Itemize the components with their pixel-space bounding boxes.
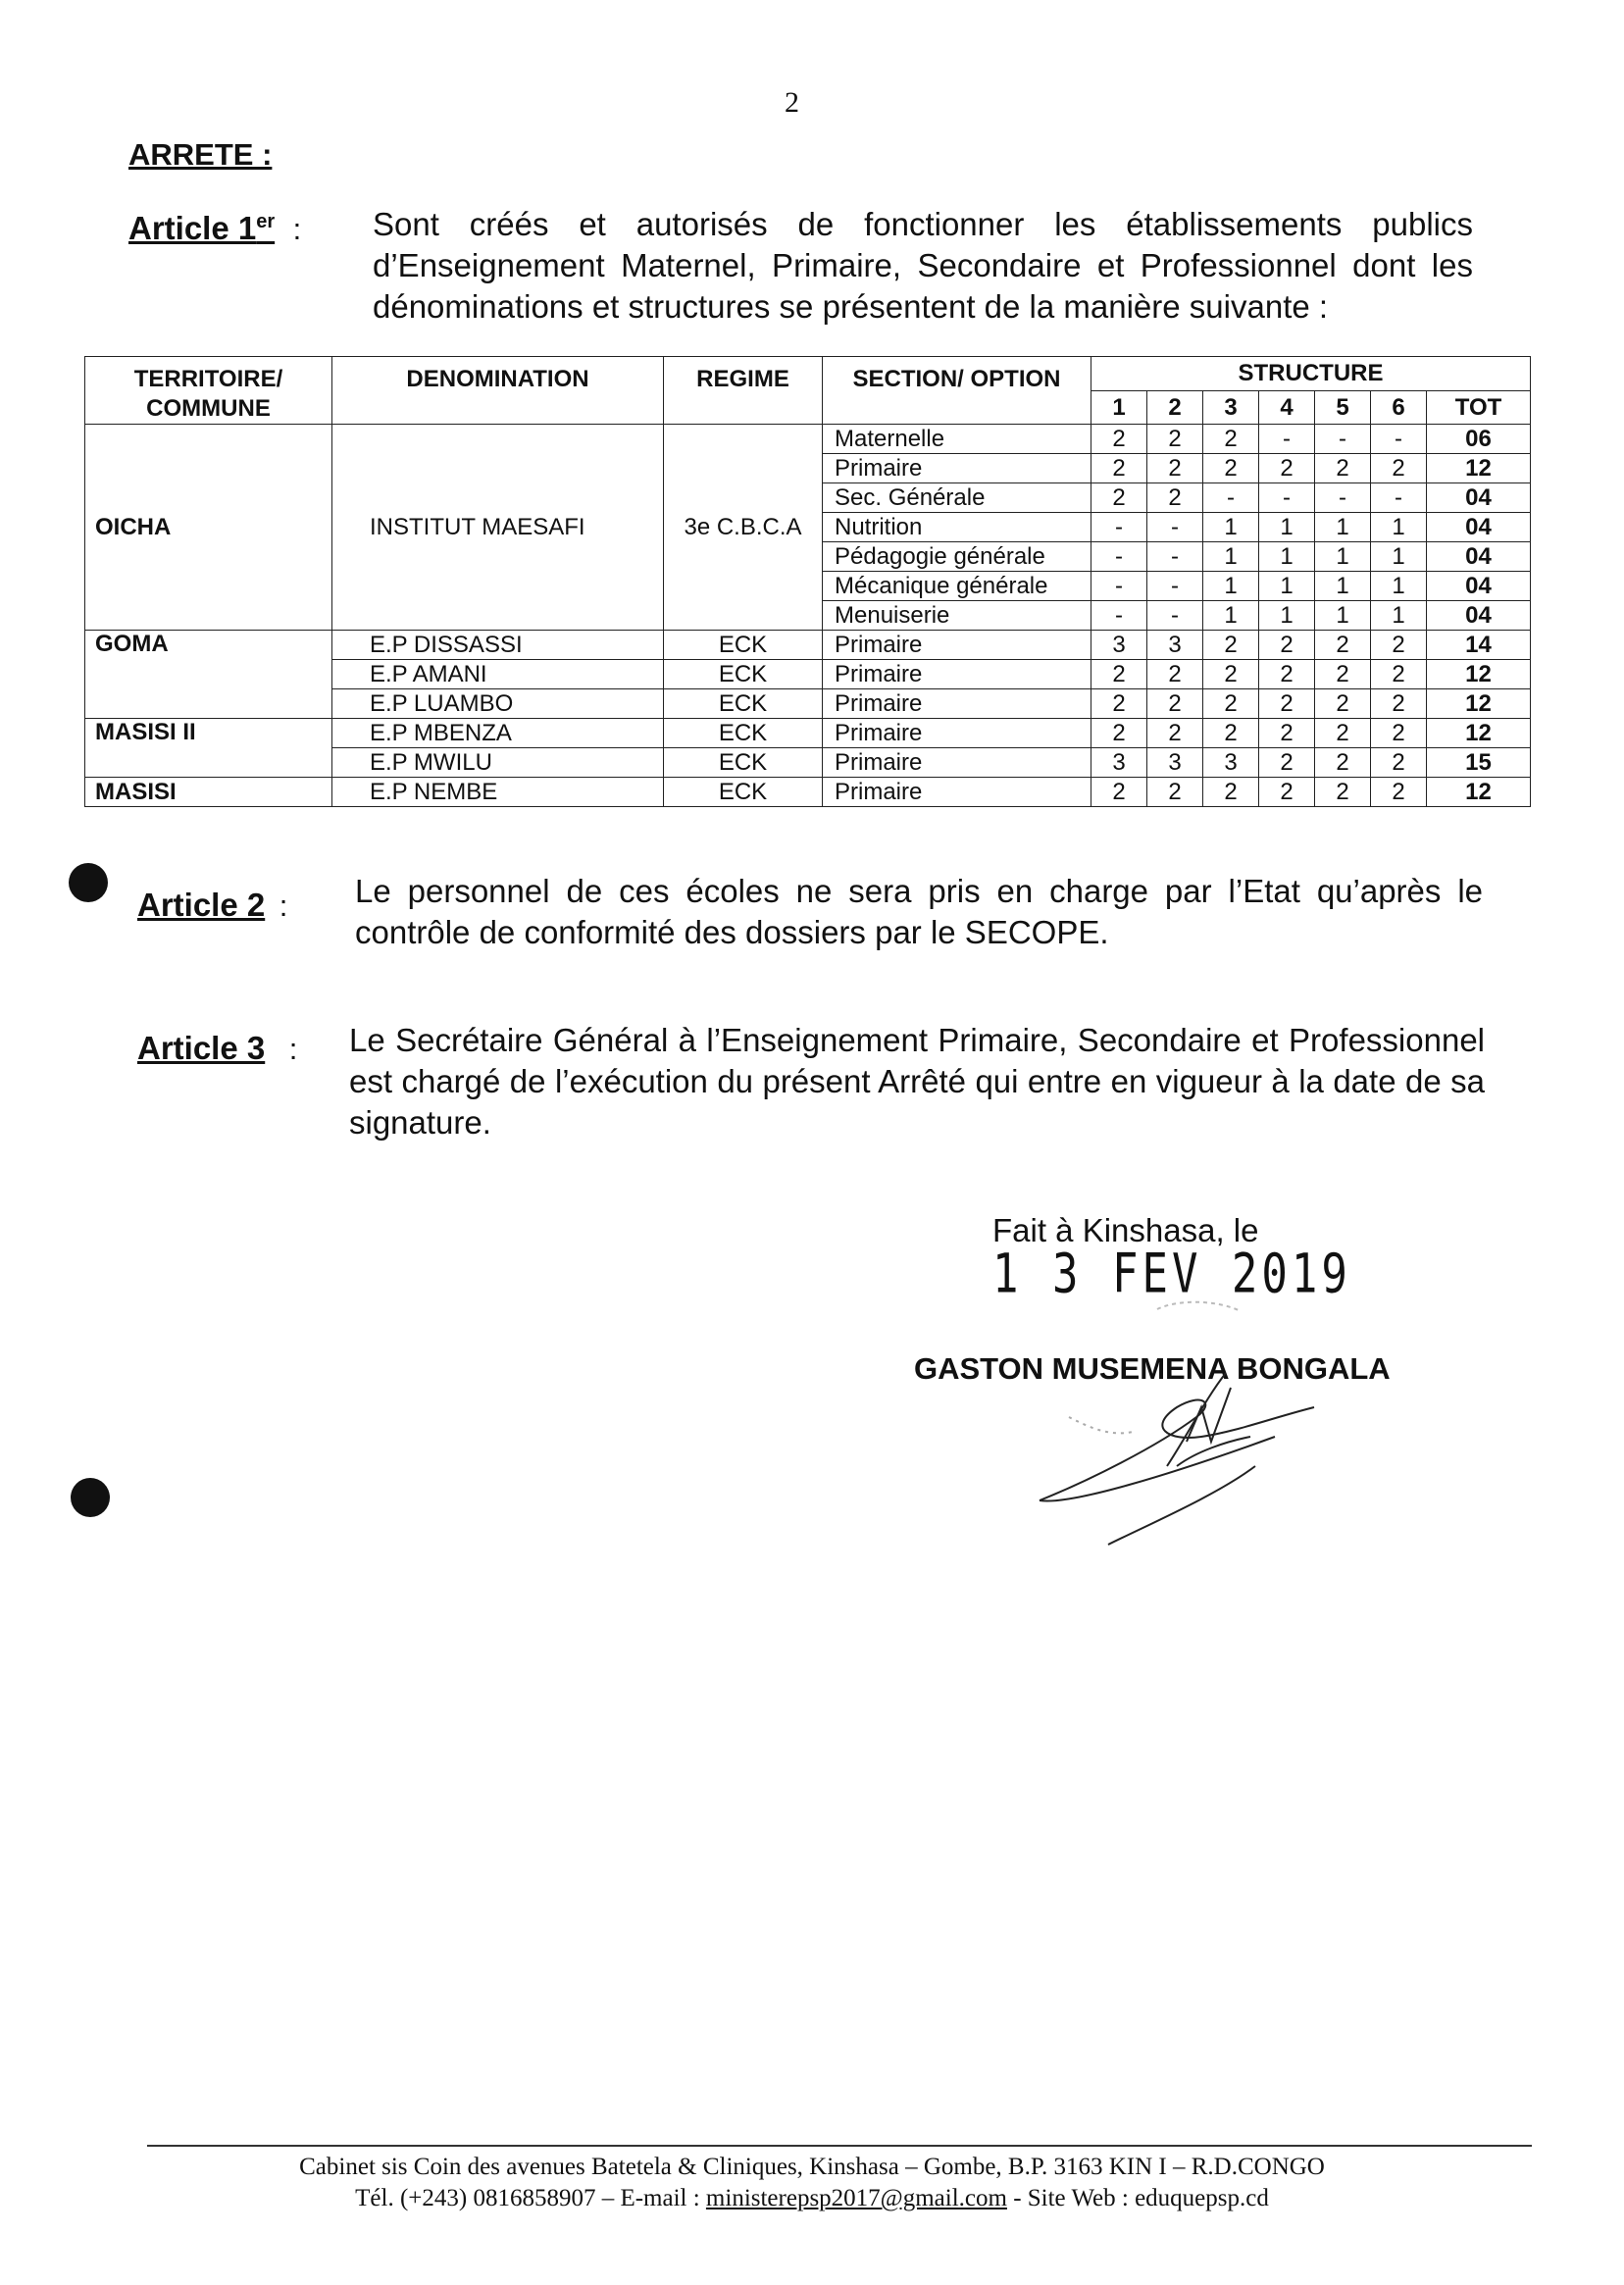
level-cell: 3 (1203, 748, 1259, 778)
header-section: SECTION/ OPTION (823, 357, 1091, 425)
denomination-cell: E.P MWILU (332, 748, 664, 778)
total-cell: 12 (1427, 778, 1531, 807)
article2-text: Le personnel de ces écoles ne sera pris en charge par l’Etat qu’après le contrôle de conformité des dossiers par le SECOPE. (355, 873, 1483, 950)
denomination-cell: E.P AMANI (332, 660, 664, 689)
article2-colon: : (279, 889, 288, 923)
level-cell: - (1091, 572, 1147, 601)
level-cell: 1 (1203, 542, 1259, 572)
regime-cell: ECK (664, 748, 823, 778)
punch-hole-mark (71, 1478, 110, 1517)
header-level-5: 5 (1315, 390, 1371, 425)
table-row (85, 778, 1531, 807)
header-structure: STRUCTURE (1091, 357, 1531, 391)
level-cell: 2 (1371, 660, 1427, 689)
denomination-cell: E.P NEMBE (332, 778, 664, 807)
footer-divider (147, 2145, 1532, 2147)
article3-text: Le Secrétaire Général à l’Enseignement Primaire, Secondaire et Professionnel est chargé de l’exécution du présent Arrêté qui entre en vigueur à la date de sa signature. (349, 1022, 1485, 1141)
closing-date-stamp: 1 3 FEV 2019 (992, 1243, 1351, 1306)
level-cell: 2 (1259, 660, 1315, 689)
regime-cell: 3e C.B.C.A (664, 425, 823, 631)
footer-contact (0, 2185, 1624, 2212)
level-cell: 2 (1091, 689, 1147, 719)
level-cell: 1 (1259, 513, 1315, 542)
table-row (85, 425, 1531, 454)
level-cell: 1 (1259, 601, 1315, 631)
level-cell: 2 (1259, 748, 1315, 778)
header-level-6: 6 (1371, 390, 1427, 425)
section-cell: Mécanique générale (823, 572, 1091, 601)
total-cell: 04 (1427, 542, 1531, 572)
total-cell: 15 (1427, 748, 1531, 778)
article1-text: Sont créés et autorisés de fonctionner les établissements publics d’Enseignement Maternel, Primaire, Secondaire et Professionnel dont les dénominations et structures se présentent de la manière suivante : (373, 206, 1473, 325)
level-cell: - (1259, 483, 1315, 513)
level-cell: 2 (1371, 748, 1427, 778)
structure-table (84, 356, 1531, 807)
article1-label: Article 1er (128, 210, 276, 246)
level-cell: 2 (1315, 748, 1371, 778)
denomination-cell: E.P MBENZA (332, 719, 664, 748)
level-cell: 2 (1371, 631, 1427, 660)
header-level-4: 4 (1259, 390, 1315, 425)
level-cell: 3 (1147, 748, 1203, 778)
level-cell: - (1203, 483, 1259, 513)
level-cell: 2 (1315, 454, 1371, 483)
level-cell: 2 (1091, 778, 1147, 807)
level-cell: 2 (1147, 660, 1203, 689)
total-cell: 04 (1427, 601, 1531, 631)
level-cell: 3 (1091, 631, 1147, 660)
header-level-3: 3 (1203, 390, 1259, 425)
regime-cell: ECK (664, 778, 823, 807)
level-cell: - (1315, 425, 1371, 454)
level-cell: - (1147, 601, 1203, 631)
level-cell: 1 (1315, 601, 1371, 631)
level-cell: 1 (1203, 572, 1259, 601)
level-cell: 2 (1371, 778, 1427, 807)
regime-cell: ECK (664, 660, 823, 689)
total-cell: 04 (1427, 513, 1531, 542)
header-level-2: 2 (1147, 390, 1203, 425)
level-cell: 2 (1259, 778, 1315, 807)
level-cell: - (1091, 542, 1147, 572)
footer-address: Cabinet sis Coin des avenues Batetela & Cliniques, Kinshasa – Gombe, B.P. 3163 KIN I – R.D.CONGO (299, 2154, 1325, 2180)
level-cell: 2 (1091, 719, 1147, 748)
level-cell: 2 (1203, 719, 1259, 748)
handwritten-signature (1030, 1270, 1344, 1554)
denomination-cell: E.P DISSASSI (332, 631, 664, 660)
denomination-cell: INSTITUT MAESAFI (332, 425, 664, 631)
level-cell: 3 (1147, 631, 1203, 660)
section-cell: Primaire (823, 719, 1091, 748)
level-cell: 2 (1091, 425, 1147, 454)
level-cell: 2 (1203, 689, 1259, 719)
level-cell: 1 (1315, 513, 1371, 542)
level-cell: 2 (1147, 483, 1203, 513)
total-cell: 12 (1427, 660, 1531, 689)
level-cell: 2 (1259, 631, 1315, 660)
article1-colon: : (292, 212, 302, 246)
article2-label-block (137, 887, 287, 924)
level-cell: - (1147, 572, 1203, 601)
article3-label-block (137, 1030, 297, 1067)
article3-label: Article 3 (137, 1030, 266, 1066)
table-row (85, 719, 1531, 748)
level-cell: 2 (1203, 660, 1259, 689)
level-cell: 2 (1371, 454, 1427, 483)
level-cell: 2 (1315, 631, 1371, 660)
level-cell: 1 (1371, 601, 1427, 631)
section-cell: Nutrition (823, 513, 1091, 542)
section-cell: Primaire (823, 748, 1091, 778)
level-cell: 2 (1259, 719, 1315, 748)
section-cell: Primaire (823, 631, 1091, 660)
header-regime: REGIME (664, 357, 823, 425)
level-cell: 2 (1147, 689, 1203, 719)
level-cell: 2 (1315, 778, 1371, 807)
level-cell: 1 (1315, 542, 1371, 572)
total-cell: 06 (1427, 425, 1531, 454)
level-cell: 2 (1203, 778, 1259, 807)
level-cell: 2 (1259, 689, 1315, 719)
punch-hole-mark (69, 863, 108, 902)
section-cell: Primaire (823, 660, 1091, 689)
territoire-cell: GOMA (85, 631, 332, 719)
regime-cell: ECK (664, 689, 823, 719)
denomination-cell: E.P LUAMBO (332, 689, 664, 719)
section-cell: Menuiserie (823, 601, 1091, 631)
header-territoire: TERRITOIRE/ COMMUNE (85, 357, 332, 425)
level-cell: 2 (1147, 778, 1203, 807)
total-cell: 12 (1427, 689, 1531, 719)
level-cell: 2 (1091, 483, 1147, 513)
footer-email-link[interactable]: ministerepsp2017@gmail.com (705, 2185, 1007, 2211)
article2-label: Article 2 (137, 887, 266, 923)
level-cell: - (1371, 425, 1427, 454)
level-cell: 2 (1315, 689, 1371, 719)
level-cell: 1 (1371, 542, 1427, 572)
total-cell: 12 (1427, 454, 1531, 483)
header-level-1: 1 (1091, 390, 1147, 425)
regime-cell: ECK (664, 631, 823, 660)
closing-place: Fait à Kinshasa, le (992, 1212, 1259, 1248)
arrete-heading: ARRETE : (128, 137, 273, 172)
level-cell: 2 (1147, 425, 1203, 454)
level-cell: - (1091, 601, 1147, 631)
level-cell: - (1091, 513, 1147, 542)
section-cell: Maternelle (823, 425, 1091, 454)
level-cell: 2 (1203, 631, 1259, 660)
page-number: 2 (785, 86, 799, 119)
level-cell: 2 (1315, 719, 1371, 748)
header-denomination: DENOMINATION (332, 357, 664, 425)
level-cell: 1 (1203, 601, 1259, 631)
level-cell: - (1147, 513, 1203, 542)
level-cell: 2 (1371, 719, 1427, 748)
total-cell: 04 (1427, 483, 1531, 513)
level-cell: 1 (1371, 572, 1427, 601)
total-cell: 12 (1427, 719, 1531, 748)
total-cell: 04 (1427, 572, 1531, 601)
level-cell: - (1147, 542, 1203, 572)
footer-phone: Tél. (+243) 0816858907 – E-mail : (355, 2185, 700, 2211)
territoire-cell: MASISI (85, 778, 332, 807)
level-cell: - (1371, 483, 1427, 513)
level-cell: 2 (1203, 454, 1259, 483)
level-cell: 2 (1259, 454, 1315, 483)
level-cell: 1 (1259, 542, 1315, 572)
section-cell: Primaire (823, 454, 1091, 483)
level-cell: 1 (1259, 572, 1315, 601)
territoire-cell: OICHA (85, 425, 332, 631)
level-cell: 2 (1371, 689, 1427, 719)
section-cell: Pédagogie générale (823, 542, 1091, 572)
regime-cell: ECK (664, 719, 823, 748)
section-cell: Primaire (823, 778, 1091, 807)
level-cell: 2 (1091, 454, 1147, 483)
level-cell: - (1259, 425, 1315, 454)
territoire-cell: MASISI II (85, 719, 332, 778)
level-cell: 1 (1371, 513, 1427, 542)
total-cell: 14 (1427, 631, 1531, 660)
level-cell: 3 (1091, 748, 1147, 778)
level-cell: 2 (1315, 660, 1371, 689)
signer-name: GASTON MUSEMENA BONGALA (914, 1351, 1391, 1386)
table-row (85, 631, 1531, 660)
level-cell: 2 (1091, 660, 1147, 689)
level-cell: - (1315, 483, 1371, 513)
level-cell: 2 (1147, 454, 1203, 483)
level-cell: 2 (1147, 719, 1203, 748)
level-cell: 1 (1203, 513, 1259, 542)
article3-colon: : (288, 1032, 298, 1066)
level-cell: 1 (1315, 572, 1371, 601)
section-cell: Sec. Générale (823, 483, 1091, 513)
level-cell: 2 (1203, 425, 1259, 454)
section-cell: Primaire (823, 689, 1091, 719)
article1-label-block (128, 210, 301, 247)
header-total: TOT (1427, 390, 1531, 425)
footer-website: - Site Web : eduquepsp.cd (1013, 2185, 1269, 2211)
